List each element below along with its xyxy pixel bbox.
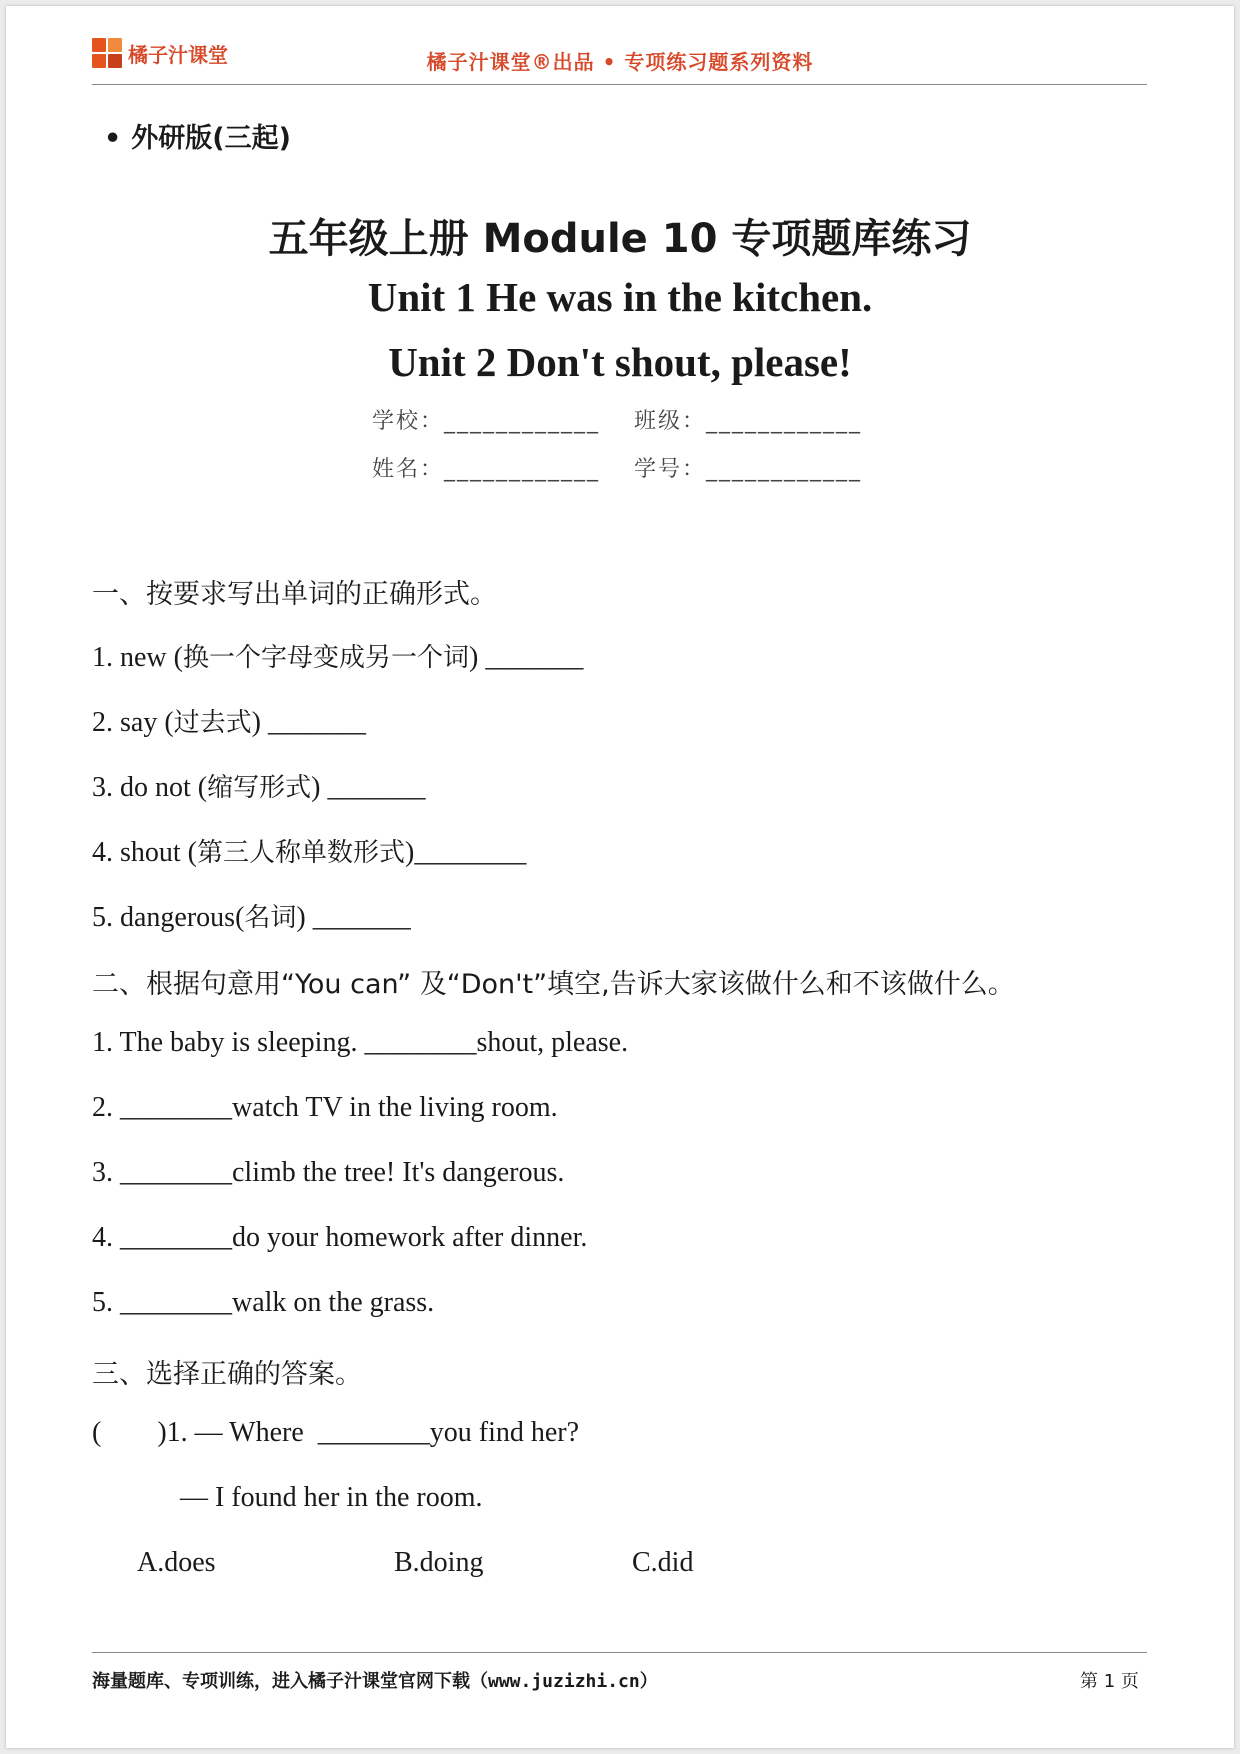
page-number: 第 1 页 [1080, 1671, 1139, 1692]
footer-text: 海量题库、专项训练，进入橘子汁课堂官网下载（www.juzizhi.cn） [92, 1671, 658, 1692]
s2-question-2: 2. ________watch TV in the living room. [92, 1092, 558, 1123]
bullet-icon: • [104, 123, 122, 154]
s1-question-3: 3. do not (缩写形式) _______ [92, 772, 426, 803]
option-b: B.doing [394, 1547, 484, 1578]
section3-heading: 三、选择正确的答案。 [92, 1359, 362, 1390]
edition-label [104, 116, 291, 155]
unit2-title: Unit 2 Don't shout, please! [388, 339, 852, 385]
unit1-title: Unit 1 He was in the kitchen. [367, 274, 873, 320]
s2-question-4: 4. ________do your homework after dinner. [92, 1222, 588, 1253]
option-c: C.did [632, 1547, 694, 1578]
s2-question-3: 3. ________climb the tree! It's dangerous. [92, 1157, 565, 1188]
s2-question-1: 1. The baby is sleeping. ________shout, please. [92, 1027, 629, 1058]
s1-question-4: 4. shout (第三人称单数形式)________ [92, 837, 527, 868]
s3-question-1: ( )1. — Where ________you find her? [92, 1417, 580, 1448]
footer-divider [92, 1652, 1147, 1653]
s3-question-1-reply: — I found her in the room. [180, 1482, 483, 1513]
name-field: 姓名：____________ [372, 457, 601, 482]
edition-text: 外研版(三起) [131, 123, 291, 154]
class-field: 班级：____________ [634, 409, 863, 434]
s1-question-1: 1. new (换一个字母变成另一个词) _______ [92, 642, 584, 673]
header-divider [92, 84, 1147, 85]
s1-question-5: 5. dangerous(名词) _______ [92, 902, 411, 933]
s1-question-2: 2. say (过去式) _______ [92, 707, 366, 738]
header-title: 橘子汁课堂®出品 • 专项练习题系列资料 [426, 50, 814, 74]
section2-heading: 二、根据句意用“You can” 及“Don't”填空,告诉大家该做什么和不该做什么。 [92, 969, 1015, 1000]
s2-question-5: 5. ________walk on the grass. [92, 1287, 435, 1318]
school-field: 学校：____________ [372, 409, 601, 434]
logo-text: 橘子汁课堂 [128, 42, 228, 67]
number-field: 学号：____________ [634, 457, 863, 482]
section1-heading: 一、按要求写出单词的正确形式。 [92, 579, 497, 610]
option-a: A.does [137, 1547, 216, 1578]
page-title: 五年级上册 Module 10 专项题库练习 [268, 216, 972, 262]
